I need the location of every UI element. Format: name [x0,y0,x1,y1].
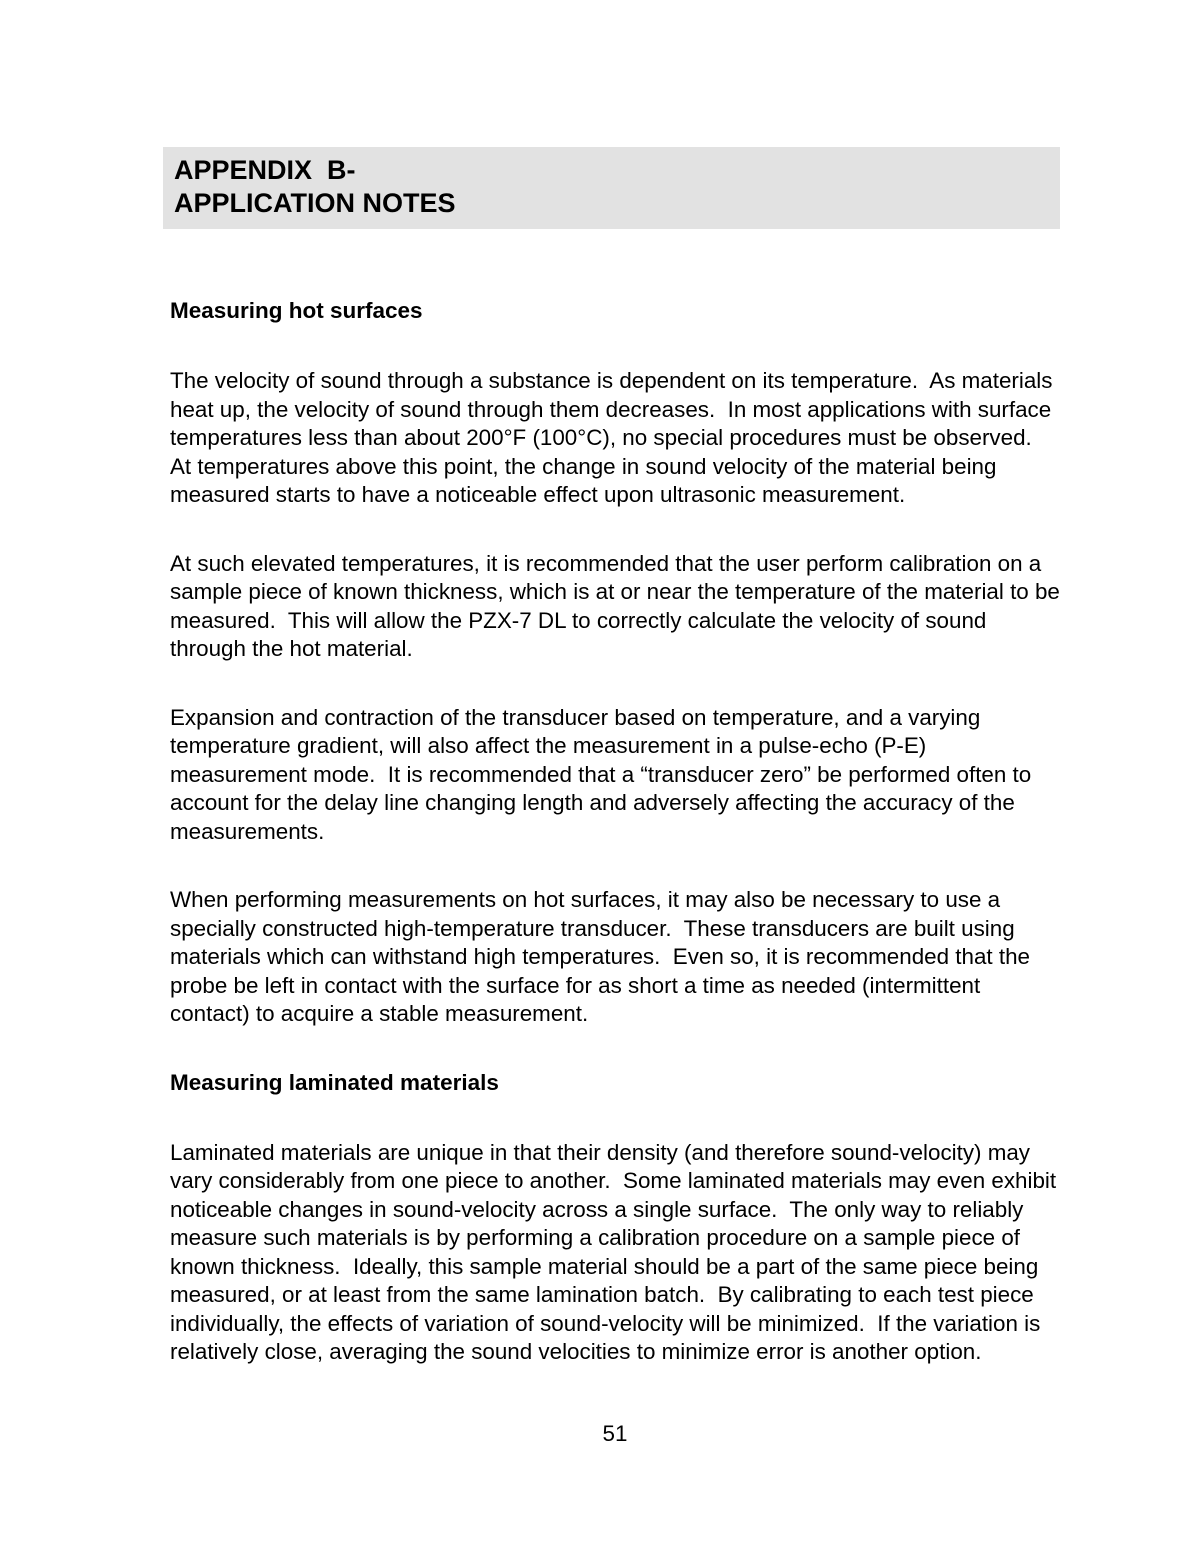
section-heading-laminated-materials: Measuring laminated materials [170,1069,499,1095]
section-measuring-laminated-materials [170,1069,1063,1367]
section-heading-hot-surfaces: Measuring hot surfaces [170,298,423,323]
paragraph-laminated-materials: Laminated materials are unique in that their density (and therefore sound-velocity) may vary considerably from one piece to another. Some laminated materials may even exhibit noticeable changes in sound-velocity across a single surface. The only way to reliably measure such materials is by performing a calibration procedure on a sample piece of known thickness. Ideally, this sample material should be a part of the same piece being measured, or at least from the same lamination batch. By calibrating to each test piece individually, the effects of variation of sound-velocity will be minimized. If the variation is relatively close, averaging the sound velocities to minimize error is another option. [170,1139,1063,1364]
paragraph-high-temperature-transducer: When performing measurements on hot surfaces, it may also be necessary to use a specially constructed high-temperature transducer. These transducers are built using materials which can withstand high temperatures. Even so, it is recommended that the probe be left in contact with the surface for as short a time as needed (intermittent contact) to acquire a stable measurement. [170,887,1037,1026]
appendix-header-line2: APPLICATION NOTES [174,188,456,218]
paragraph-elevated-temperatures: At such elevated temperatures, it is recommended that the user perform calibration on a sample piece of known thickness, which is at or near the temperature of the material to be measured. This will allow the PZX-7 DL to correctly calculate the velocity of sound through the hot material. [170,550,1067,661]
appendix-header-line1: APPENDIX B- [174,155,356,185]
appendix-header-banner [163,147,1060,229]
section-measuring-hot-surfaces [170,297,1067,1029]
paragraph-velocity-temperature: The velocity of sound through a substance is dependent on its temperature. As materials heat up, the velocity of sound through them decreases. In most applications with surface temperatures less than about 200°F (100°C), no special procedures must be observed. At temperatures above this point, the change in sound velocity of the material being measured starts to have a noticeable effect upon ultrasonic measurement. [170,368,1059,507]
paragraph-expansion-contraction: Expansion and contraction of the transducer based on temperature, and a varying temperature gradient, will also affect the measurement in a pulse-echo (P-E) measurement mode. It is recommended that a “transducer zero” be performed often to account for the delay line changing length and adversely affecting the accuracy of the measurements. [170,704,1038,844]
page-content [170,147,1067,1407]
page-number: 51 [602,1421,628,1446]
